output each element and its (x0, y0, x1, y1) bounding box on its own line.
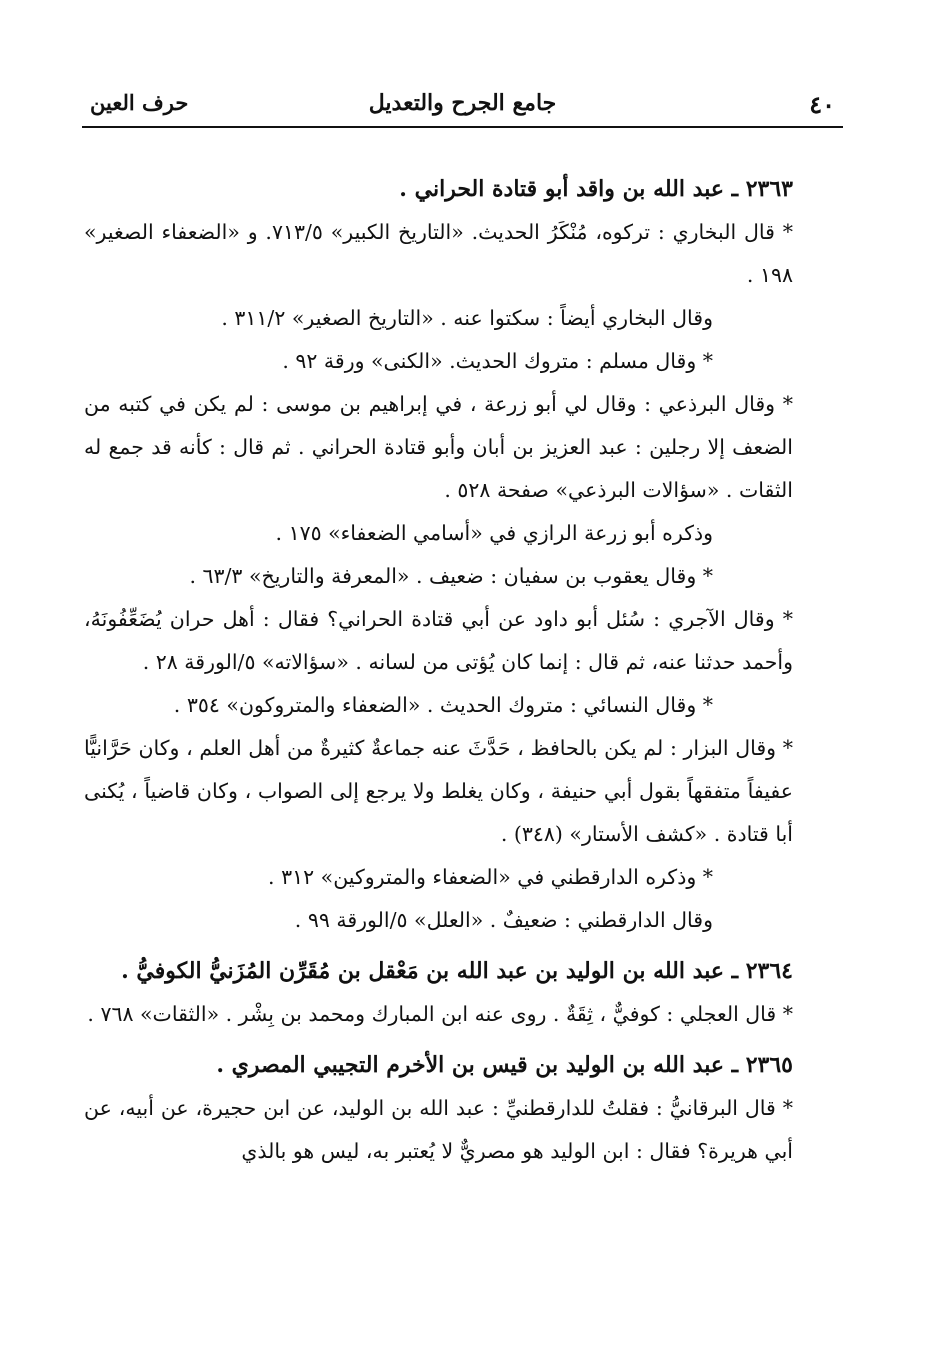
entry-title: ٢٣٦٣ ـ عبد الله بن واقد أبو قتادة الحراني . (399, 176, 793, 202)
page-body (84, 168, 793, 1290)
book-title: جامع الجرح والتعديل (368, 90, 557, 116)
entry-2364 (84, 950, 793, 1036)
paragraph: وقال الدارقطني : ضعيفٌ . «العلل» ٥/الورقة ٩٩ . (294, 908, 713, 932)
entry-2363 (84, 168, 793, 942)
page-number: ٤٠ (809, 90, 835, 119)
paragraph: وقال البخاري أيضاً : سكتوا عنه . «التاريخ الصغير» ٣١١/٢ . (221, 306, 713, 330)
paragraph: * قال البخاري : تركوه، مُنْكَرُ الحديث. «التاريخ الكبير» ٧١٣/٥. و «الضعفاء الصغير» ١٩٨ . (84, 220, 793, 287)
paragraph: * وقال النسائي : متروك الحديث . «الضعفاء والمتروكون» ٣٥٤ . (173, 693, 713, 717)
paragraph: * وقال يعقوب بن سفيان : ضعيف . «المعرفة والتاريخ» ٦٣/٣ . (189, 564, 713, 588)
paragraph: * وذكره الدارقطني في «الضعفاء والمتروكين» ٣١٢ . (268, 865, 713, 889)
entry-2365 (84, 1044, 793, 1173)
paragraph: * وقال الآجري : سُئل أبو داود عن أبي قتادة الحراني؟ فقال : أهل حران يُضَعِّفُونَهُ، وأحمد حدثنا عنه، ثم قال : إنما كان يُؤتى من لسانه . «سؤالاته» ٥/الورقة ٢٨ . (84, 607, 793, 674)
page-header (82, 86, 843, 126)
entry-title: ٢٣٦٤ ـ عبد الله بن الوليد بن عبد الله بن مَعْقل بن مُقَرِّن المُزَنيُّ الكوفيُّ . (121, 958, 793, 984)
paragraph: وذكره أبو زرعة الرازي في «أسامي الضعفاء» ١٧٥ . (275, 521, 713, 545)
paragraph: * قال العجلي : كوفيٌّ ، ثِقَةٌ . روى عنه ابن المبارك ومحمد بن بِشْر . «الثقات» ٧٦٨ . (87, 1002, 793, 1026)
paragraph: * وقال البزار : لم يكن بالحافظ ، حَدَّثَ عنه جماعةٌ كثيرةٌ من أهل العلم ، وكان حَرَّانيًّا عفيفاً متفقهاً بقول أبي حنيفة ، وكان يغلط ولا يرجع إلى الصواب ، وكان قاضياً ، يُكنى أبا قتادة . «كشف الأستار» (٣٤٨) . (84, 736, 793, 846)
entry-title: ٢٣٦٥ ـ عبد الله بن الوليد بن قيس بن الأخرم التجيبي المصري . (216, 1052, 793, 1078)
paragraph: * وقال البرذعي : وقال لي أبو زرعة ، في إبراهيم بن موسى : لم يكن في كتبه من الضعف إلا رجلين : عبد العزيز بن أبان وأبو قتادة الحراني . ثم قال : كأنه قد جمع له الثقات . «سؤالات البرذعي» صفحة ٥٢٨ . (84, 392, 793, 502)
section-title: حرف العين (90, 90, 189, 115)
header-rule (82, 126, 843, 128)
paragraph: * قال البرقانيُّ : فقلتُ للدارقطنيِّ : عبد الله بن الوليد، عن ابن حجيرة، عن أبيه، عن أبي هريرة؟ فقال : ابن الوليد هو مصريٌّ لا يُعتبر به، ليس هو بالذي (84, 1096, 793, 1163)
paragraph: * وقال مسلم : متروك الحديث. «الكنى» ورقة ٩٢ . (282, 349, 713, 373)
